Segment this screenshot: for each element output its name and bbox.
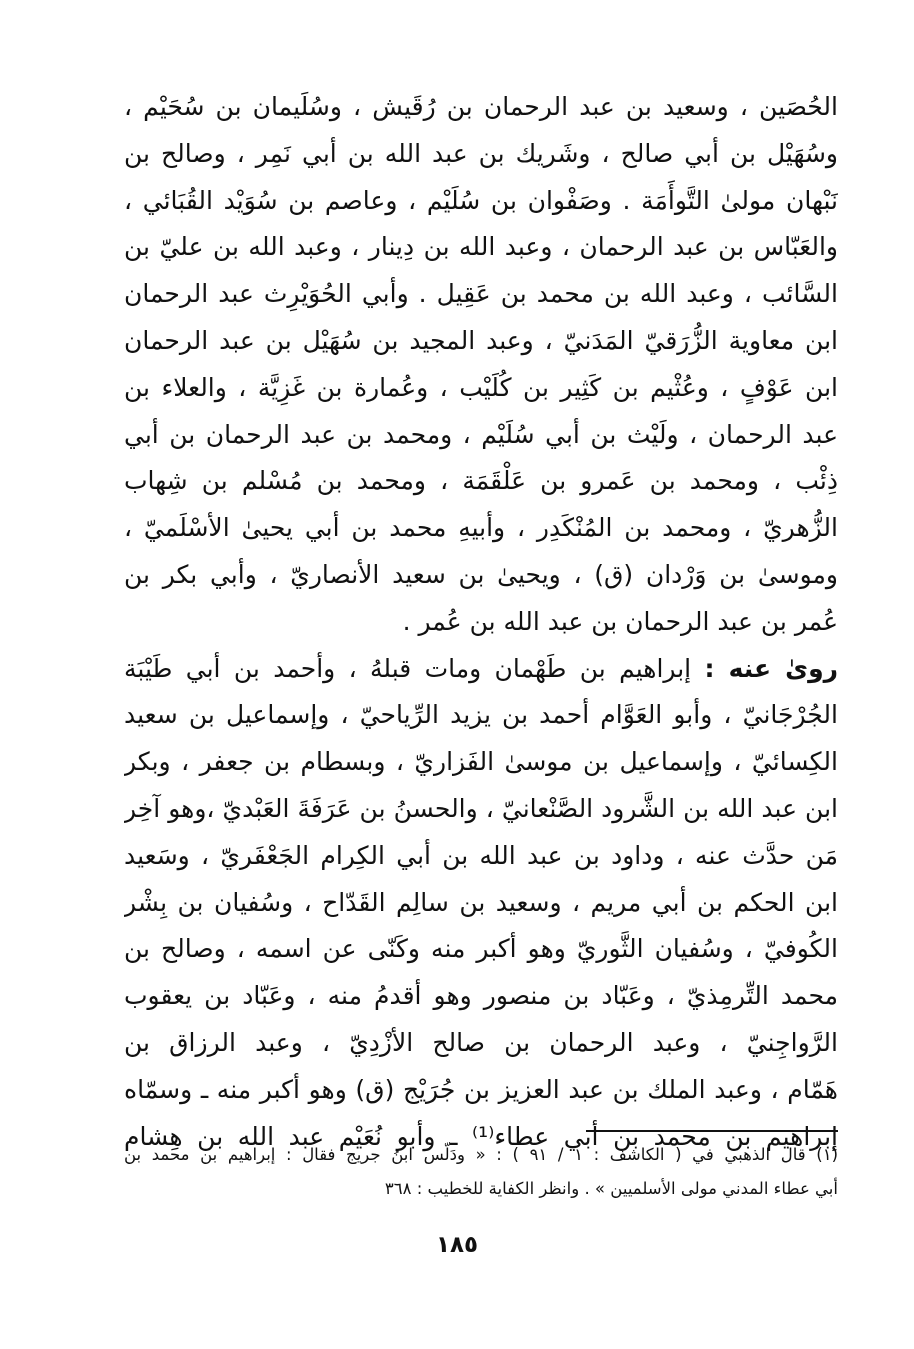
text-line: الكِسائيّ ، وإسماعيل بن موسىٰ الفَزاريّ ، وبسطام بن جعفر ، وبكر bbox=[124, 747, 838, 777]
text-line: الزُّهريّ ، ومحمد بن المُنْكَدِر ، وأبيهِ محمد بن أبي يحيىٰ الأسْلَميّ ، bbox=[124, 513, 838, 543]
text-line: ابن الحكم بن أبي مريم ، وسعيد بن سالِم القَدّاح ، وسُفيان بن بِشْر bbox=[124, 887, 838, 917]
main-text bbox=[124, 84, 838, 1160]
text-line: والعَبّاس بن عبد الرحمان ، وعبد الله بن دِينار ، وعبد الله بن عليّ بن bbox=[124, 232, 838, 262]
text-line: الحُصَين ، وسعيد بن عبد الرحمان بن رُقَيش ، وسُلَيمان بن سُحَيْم ، bbox=[124, 92, 838, 121]
footnote-line: أبي عطاء المدني مولى الأسلميين » . وانظر الكفاية للخطيب : ٣٦٨ bbox=[384, 1179, 838, 1198]
text-line: الجُرْجَانيّ ، وأبو العَوَّام أحمد بن يزيد الرِّياحيّ ، وإسماعيل بن سعيد bbox=[124, 700, 838, 730]
text-line: هَمّام ، وعبد الملك بن عبد العزيز بن جُرَيْج (ق) وهو أكبر منه ـ وسمّاه bbox=[124, 1074, 838, 1104]
text-line-with-lead bbox=[124, 646, 838, 693]
text-line: محمد التِّرمِذيّ ، وعَبّاد بن منصور وهو أقدمُ منه ، وعَبّاد بن يعقوب bbox=[124, 981, 838, 1011]
text-line: إبراهيم بن محمد بن أبي عطاء⁽¹⁾ ـ وأبو نُعَيْم عبد الله بن هِشام bbox=[124, 1121, 838, 1151]
page-number: ١٨٥ bbox=[435, 1232, 479, 1258]
footnotes bbox=[124, 1138, 838, 1206]
text-line: عُمر بن عبد الرحمان بن عبد الله بن عُمر . bbox=[402, 606, 838, 636]
text-line-rest: إبراهيم بن طَهْمان ومات قبلهُ ، وأحمد بن أبي طَيْبَة bbox=[124, 653, 705, 683]
narrators-heading: روىٰ عنه : bbox=[704, 653, 838, 683]
text-line: السَّائب ، وعبد الله بن محمد بن عَقِيل . وأبي الحُوَيْرِث عبد الرحمان bbox=[124, 279, 838, 309]
text-line: عبد الرحمان ، ولَيْث بن أبي سُلَيْم ، ومحمد بن عبد الرحمان بن أبي bbox=[124, 419, 838, 449]
footnote-line: (١) قال الذهبي في ( الكاشف : ١ / ٩١ ) : « ودَلّس ابنُ جريج فقال : إبراهيم بن محمد بن bbox=[124, 1145, 838, 1164]
text-line: الكُوفيّ ، وسُفيان الثَّوريّ وهو أكبر منه وكَنّى عن اسمه ، وصالح بن bbox=[124, 934, 838, 964]
text-line: مَن حدَّث عنه ، وداود بن عبد الله بن أبي الكِرام الجَعْفَريّ ، وسَعيد bbox=[124, 840, 838, 870]
text-line: الرَّواجِنيّ ، وعبد الرحمان بن صالح الأزْدِيّ ، وعبد الرزاق بن bbox=[124, 1027, 838, 1057]
text-line: ابن معاوية الزُّرَقيّ المَدَنيّ ، وعبد المجيد بن سُهَيْل بن عبد الرحمان bbox=[124, 325, 838, 355]
text-line: وموسىٰ بن وَرْدان (ق) ، ويحيىٰ بن سعيد الأنصاريّ ، وأبي بكر بن bbox=[124, 559, 838, 589]
text-line: نَبْهان مولىٰ التَّوأَمَة . وصَفْوان بن سُلَيْم ، وعاصم بن سُوَيْد القُبَائي ، bbox=[124, 185, 838, 215]
text-line: ذِئْب ، ومحمد بن عَمرو بن عَلْقَمَة ، ومحمد بن مُسْلم بن شِهاب bbox=[124, 466, 838, 496]
text-line: ابن عَوْفٍ ، وعُثْيم بن كَثِير بن كُلَيْب ، وعُمارة بن غَزِيَّة ، والعلاء بن bbox=[124, 372, 838, 402]
text-line: وسُهَيْل بن أبي صالح ، وشَريك بن عبد الله بن أبي نَمِر ، وصالح بن bbox=[124, 138, 838, 168]
text-line: ابن عبد الله بن الشَّرود الصَّنْعانيّ ، والحسنُ بن عَرَفَةَ العَبْديّ ،وهو آخِر bbox=[124, 793, 838, 823]
footnote-divider bbox=[586, 1130, 838, 1132]
